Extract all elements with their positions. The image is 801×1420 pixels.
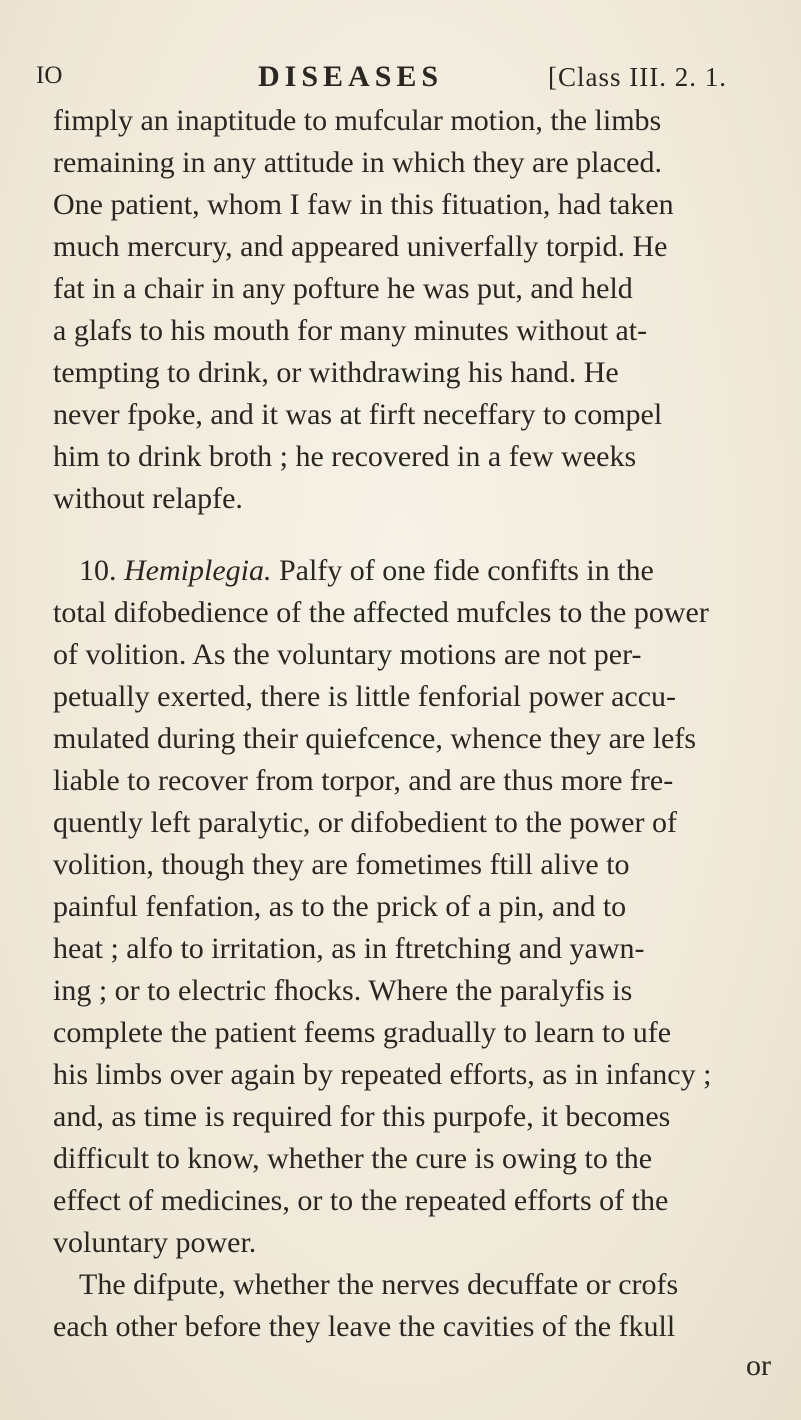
text-line: total difobedience of the affected mufcles to the power: [53, 596, 709, 629]
text-line: volition, though they are fometimes ftill alive to: [53, 848, 630, 881]
text-line: a glafs to his mouth for many minutes without at-: [53, 314, 648, 347]
class-label: [Class III. 2. 1.: [548, 62, 727, 92]
section-heading: Hemiplegia.: [124, 554, 272, 587]
catchword: or: [746, 1349, 771, 1382]
text-line: fat in a chair in any pofture he was put, and held: [53, 272, 633, 305]
text-line: painful fenfation, as to the prick of a pin, and to: [53, 890, 627, 923]
text-line: never fpoke, and it was at firft neceffary to compel: [53, 398, 663, 431]
text-line: remaining in any attitude in which they are placed.: [53, 146, 662, 179]
section-first-line: [53, 550, 793, 592]
section-first-line-text: Palfy of one fide confifts in the: [278, 554, 654, 587]
paragraph-first-line: The difpute, whether the nerves decuffate or crofs: [79, 1268, 679, 1301]
section-number: 10.: [79, 554, 117, 587]
text-line: fimply an inaptitude to mufcular motion, the limbs: [53, 104, 662, 137]
text-line: quently left paralytic, or difobedient to the power of: [53, 806, 677, 839]
text-line: without relapfe.: [53, 482, 243, 515]
body-text: [53, 100, 793, 1348]
text-line: of volition. As the voluntary motions are not per-: [53, 638, 642, 671]
text-line: his limbs over again by repeated efforts, as in infancy ;: [53, 1058, 712, 1091]
running-header: [36, 52, 775, 92]
text-line: and, as time is required for this purpofe, it becomes: [53, 1100, 671, 1133]
text-line: much mercury, and appeared univerfally torpid. He: [53, 230, 668, 263]
text-line: voluntary power.: [53, 1226, 257, 1259]
text-line: liable to recover from torpor, and are thus more fre-: [53, 764, 674, 797]
page-number: IO: [36, 62, 63, 89]
text-line: heat ; alfo to irritation, as in ftretching and yawn-: [53, 932, 645, 965]
text-line: difficult to know, whether the cure is owing to the: [53, 1142, 653, 1175]
text-line: effect of medicines, or to the repeated efforts of the: [53, 1184, 669, 1217]
text-line: complete the patient feems gradually to learn to ufe: [53, 1016, 672, 1049]
running-title: DISEASES: [258, 60, 444, 93]
text-line: One patient, whom I faw in this fituation, had taken: [53, 188, 674, 221]
text-line: tempting to drink, or withdrawing his hand. He: [53, 356, 619, 389]
text-line: each other before they leave the cavities of the fkull: [53, 1310, 676, 1343]
text-line: petually exerted, there is little fenforial power accu-: [53, 680, 677, 713]
text-line: ing ; or to electric fhocks. Where the paralyfis is: [53, 974, 633, 1007]
text-line: him to drink broth ; he recovered in a few weeks: [53, 440, 637, 473]
text-line: mulated during their quiefcence, whence they are lefs: [53, 722, 697, 755]
